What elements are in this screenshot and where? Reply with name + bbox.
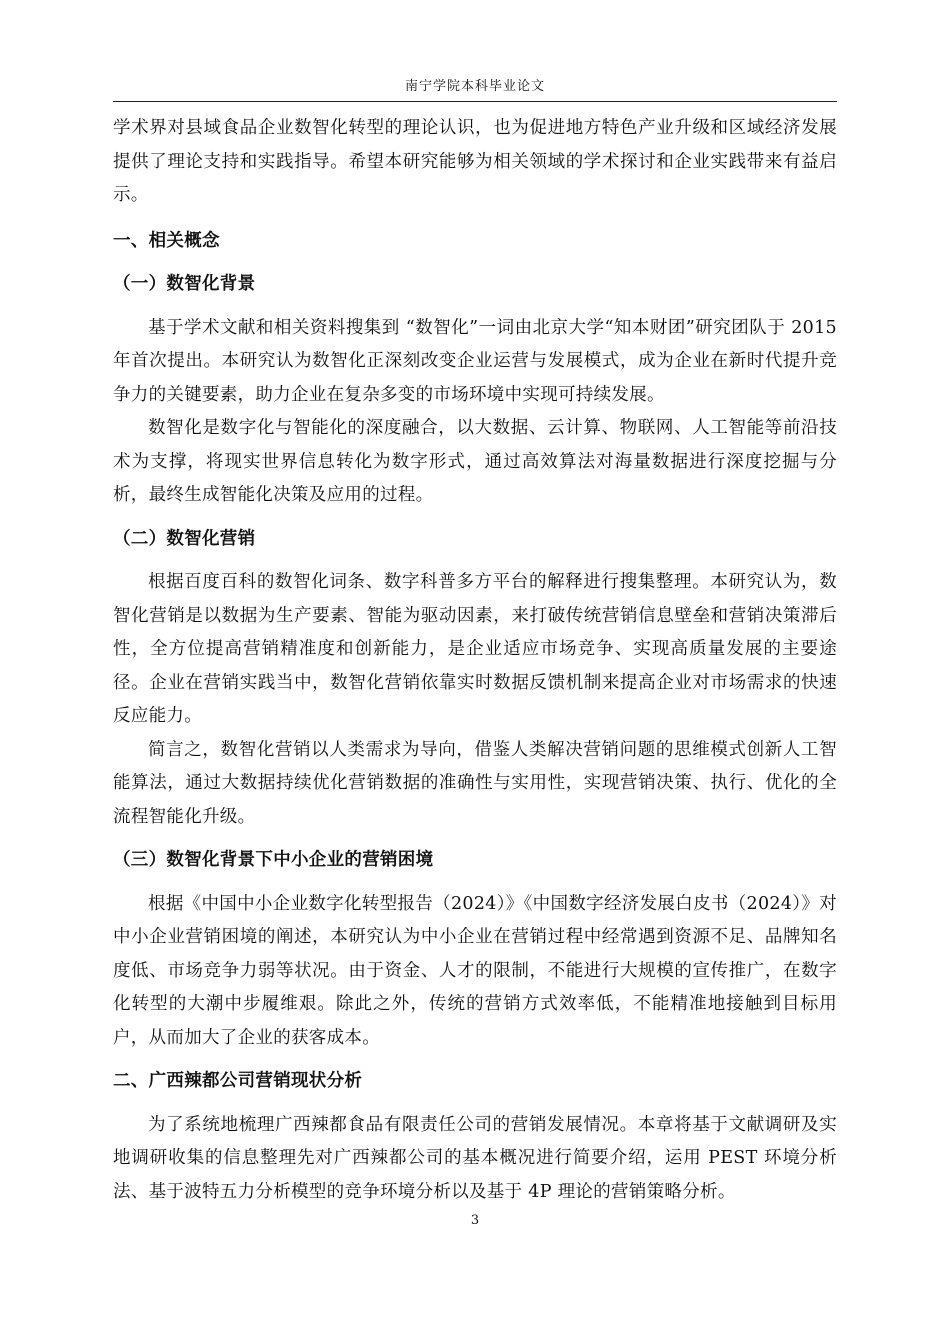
paragraph-2: 数智化是数字化与智能化的深度融合，以大数据、云计算、物联网、人工智能等前沿技术为支撑，将现实世界信息转化为数字形式，通过高效算法对海量数据进行深度挖掘与分析，最终生成智能化决策及应用的过程。 [113, 418, 837, 505]
section-heading-1: 一、相关概念 [113, 230, 220, 251]
page-body [113, 112, 837, 1209]
paragraph-3: 根据百度百科的数智化词条、数字科普多方平台的解释进行搜集整理。本研究认为，数智化营销是以数据为生产要素、智能为驱动因素，来打破传统营销信息壁垒和营销决策滞后性，全方位提高营销精准度和创新能力，是企业适应市场竞争、实现高质量发展的主要途径。企业在营销实践当中，数智化营销依靠实时数据反馈机制来提高企业对市场需求的快速反应能力。 [113, 572, 837, 726]
paragraph-5: 根据《中国中小企业数字化转型报告（2024）》《中国数字经济发展白皮书（2024）》对中小企业营销困境的阐述，本研究认为中小企业在营销过程中经常遇到资源不足、品牌知名度低、市场竞争力弱等状况。由于资金、人才的限制，不能进行大规模的宣传推广，在数字化转型的大潮中步履维艰。除此之外，传统的营销方式效率低，不能精准地接触到目标用户，从而加大了企业的获客成本。 [113, 893, 837, 1048]
section-heading-2: 二、广西辣都公司营销现状分析 [113, 1071, 363, 1091]
paragraph-continuation: 学术界对县域食品企业数智化转型的理论认识，也为促进地方特色产业升级和区域经济发展提供了理论支持和实践指导。希望本研究能够为相关领域的学术探讨和企业实践带来有益启示。 [113, 118, 837, 205]
subsection-heading-1-1: （一）数智化背景 [113, 274, 256, 294]
paragraph-4: 简言之，数智化营销以人类需求为导向，借鉴人类解决营销问题的思维模式创新人工智能算法，通过大数据持续优化营销数据的准确性与实用性，实现营销决策、执行、优化的全流程智能化升级。 [113, 739, 837, 827]
subsection-heading-1-3: （三）数智化背景下中小企业的营销困境 [113, 850, 434, 870]
paragraph-1: 基于学术文献和相关资料搜集到 “数智化”一词由北京大学“知本财团”研究团队于 2015 年首次提出。本研究认为数智化正深刻改变企业运营与发展模式，成为企业在新时代提升竞争力的关键要素，助力企业在复杂多变的市场环境中实现可持续发展。 [113, 317, 837, 405]
subsection-heading-1-2: （二）数智化营销 [113, 528, 256, 549]
page-number: 3 [470, 1213, 480, 1228]
header-divider [113, 101, 837, 102]
running-header: 南宁学院本科毕业论文 [404, 79, 545, 94]
paragraph-6: 为了系统地梳理广西辣都食品有限责任公司的营销发展情况。本章将基于文献调研及实地调研收集的信息整理先对广西辣都公司的基本概况进行简要介绍，运用 PEST 环境分析法、基于波特五力分析模型的竞争环境分析以及基于 4P 理论的营销策略分析。 [113, 1114, 837, 1202]
